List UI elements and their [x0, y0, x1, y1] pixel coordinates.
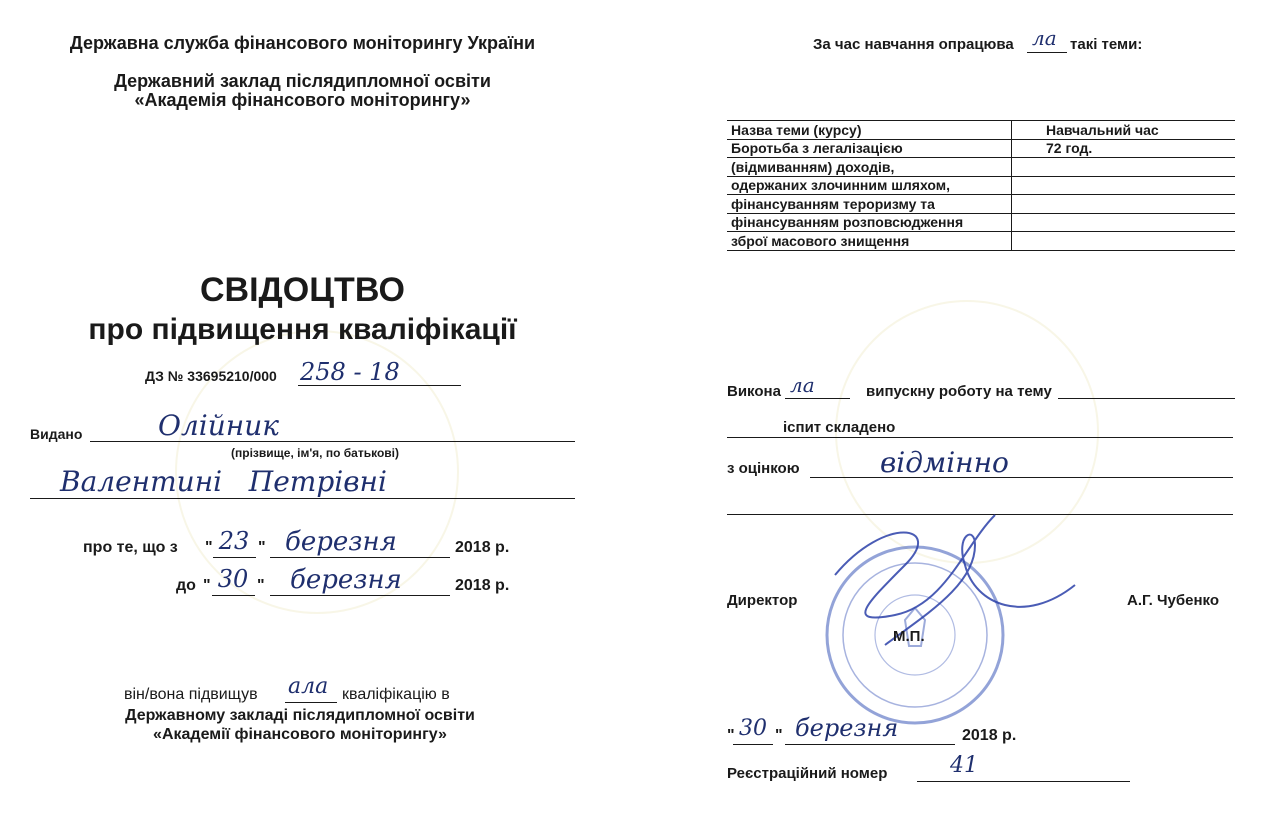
thesis-rest: випускну роботу на тему [866, 383, 1052, 400]
to-day-line [212, 595, 255, 596]
recipient-surname: Олійник [158, 409, 279, 442]
studied-suffix-line [1027, 52, 1067, 53]
grade-line [810, 477, 1233, 478]
from-month: березня [285, 527, 397, 557]
topic-line: фінансуванням тероризму та [727, 195, 1012, 214]
header-agency: Державна служба фінансового моніторингу України [69, 33, 536, 53]
topics-table [727, 120, 1235, 251]
from-day-line [213, 557, 256, 558]
grade-handwritten: відмінно [880, 446, 1009, 479]
table-row [727, 158, 1235, 177]
to-quote-close: " [257, 577, 265, 594]
certificate-number-prefix: ДЗ № 33695210/000 [145, 368, 277, 384]
improved-rest: кваліфікацію в [342, 686, 450, 703]
header-institution-line2: «Академія фінансового моніторингу» [134, 90, 471, 110]
thesis-suffix-line [785, 398, 850, 399]
exam-text: іспит складено [783, 419, 896, 436]
date-day: 30 [739, 716, 767, 741]
certificate-title: СВІДОЦТВО [200, 271, 405, 309]
studied-suffix-handwritten: ла [1032, 26, 1057, 50]
table-row [727, 232, 1235, 251]
table-header-topic: Назва теми (курсу) [727, 121, 1012, 140]
improved-suffix-handwritten: ала [288, 674, 329, 699]
table-header-hours: Навчальний час [1012, 121, 1236, 140]
thesis-prefix: Викона [727, 383, 781, 400]
from-label: про те, що з [83, 539, 178, 556]
from-month-line [270, 557, 450, 558]
footer-institution-line1: Державному закладі післядипломної освіти [125, 707, 475, 724]
recipient-name: Валентині Петрівні [60, 465, 387, 498]
date-quote-open: " [727, 727, 735, 744]
to-day: 30 [217, 565, 249, 593]
from-day: 23 [218, 527, 250, 555]
topic-line: фінансуванням розповсюдження [727, 213, 1012, 232]
to-quote-open: " [203, 577, 211, 594]
director-signature [825, 505, 1085, 675]
from-quote-close: " [258, 539, 266, 556]
grade-label: з оцінкою [727, 460, 800, 477]
reg-label: Реєстраційний номер [727, 765, 888, 782]
exam-line [727, 437, 1233, 438]
date-quote-close: " [775, 727, 783, 744]
header-institution [20, 72, 585, 110]
topic-line: Боротьба з легалізацією [727, 139, 1012, 158]
thesis-suffix-handwritten: ла [790, 373, 815, 397]
studied-prefix: За час навчання опрацюва [813, 36, 1014, 53]
certificate-number-handwritten: 258 - 18 [300, 358, 400, 386]
table-row [727, 195, 1235, 214]
date-year: 2018 р. [962, 727, 1017, 744]
name-caption: (прізвище, ім'я, по батькові) [231, 446, 399, 460]
footer-institution-line2: «Академії фінансового моніторингу» [153, 726, 447, 743]
table-header-row [727, 121, 1235, 140]
date-month: березня [795, 714, 899, 742]
from-year: 2018 р. [455, 539, 510, 556]
date-month-line [785, 744, 955, 745]
to-label: до [176, 577, 196, 594]
topic-hours: 72 год. [1012, 139, 1236, 158]
to-month-line [270, 595, 450, 596]
footer-institution [40, 706, 560, 744]
to-month: березня [290, 565, 402, 595]
reg-line [917, 781, 1130, 782]
stamp-place: М.П. [893, 628, 925, 645]
from-quote-open: " [205, 539, 213, 556]
reg-number: 41 [950, 753, 978, 778]
firstname-line [30, 498, 575, 499]
director-name: А.Г. Чубенко [1127, 592, 1219, 609]
issued-label: Видано [30, 426, 83, 442]
certificate-subtitle: про підвищення кваліфікації [88, 313, 517, 346]
topic-line: зброї масового знищення [727, 232, 1012, 251]
topic-line: одержаних злочинним шляхом, [727, 176, 1012, 195]
table-row [727, 139, 1235, 158]
header-institution-line1: Державний заклад післядипломної освіти [114, 71, 491, 91]
thesis-topic-line [1058, 398, 1235, 399]
director-label: Директор [727, 592, 798, 609]
studied-rest: такі теми: [1070, 36, 1143, 53]
table-row [727, 176, 1235, 195]
improved-suffix-line [285, 702, 337, 703]
date-day-line [733, 744, 773, 745]
topic-line: (відмиванням) доходів, [727, 158, 1012, 177]
to-year: 2018 р. [455, 577, 510, 594]
improved-prefix: він/вона підвищув [124, 686, 258, 703]
table-row [727, 213, 1235, 232]
